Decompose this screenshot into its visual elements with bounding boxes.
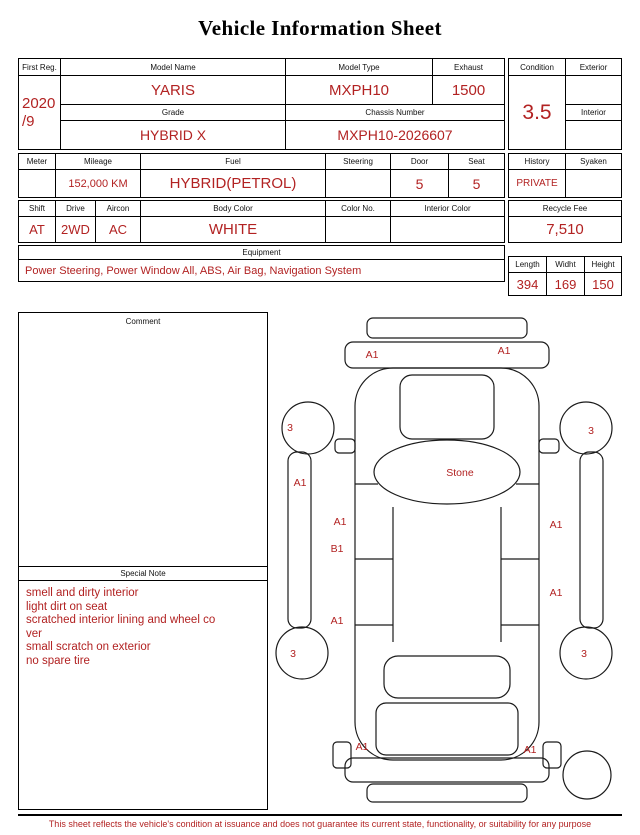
steering-value (326, 170, 391, 197)
door-label: Door (391, 154, 449, 170)
grade-value: HYBRID X (61, 121, 286, 149)
exterior-label: Exterior (566, 59, 621, 76)
meter-label: Meter (19, 154, 56, 170)
aircon-value: AC (96, 217, 141, 242)
length-label: Length (509, 257, 547, 273)
chassis-number-value: MXPH10-2026607 (337, 127, 453, 143)
color-no-label: Color No. (326, 201, 391, 217)
rear-window (384, 656, 510, 698)
drive-value: 2WD (56, 217, 96, 242)
exhaust-label: Exhaust (433, 59, 504, 76)
footer-divider (18, 814, 622, 816)
equipment-label: Equipment (19, 246, 504, 260)
seat-label: Seat (449, 154, 504, 170)
rear-left-wheel (276, 627, 328, 679)
condition-table (508, 58, 622, 150)
disclaimer-text: This sheet reflects the vehicle's condition at issuance and does not guarantee its current state, functionality, or suitability for any purpose (48, 819, 592, 829)
length-value: 394 (509, 273, 547, 295)
interior-label: Interior (566, 105, 621, 121)
body-color-value: WHITE (141, 217, 326, 242)
height-value: 150 (592, 276, 614, 292)
condition-value: 3.5 (509, 76, 566, 149)
damage-mark-a1: A1 (549, 519, 563, 531)
damage-marks (287, 345, 594, 756)
first-reg-month: /9 (22, 112, 35, 130)
mileage-label: Mileage (56, 154, 141, 170)
body-color-label: Body Color (141, 201, 326, 217)
interior-color-value (391, 217, 504, 242)
first-reg-value (19, 76, 61, 149)
steering-label: Steering (326, 154, 391, 170)
model-type-value: MXPH10 (286, 76, 433, 105)
damage-mark-a1: A1 (330, 615, 344, 627)
seat-value: 5 (472, 175, 481, 192)
special-note-body (19, 581, 267, 674)
drive-label: Drive (56, 201, 96, 217)
damage-mark-a1: A1 (523, 744, 537, 756)
rear-left-lamp (333, 742, 351, 768)
left-mirror (335, 439, 355, 453)
damage-mark-3: 3 (588, 425, 594, 437)
model-name-value: YARIS (61, 76, 286, 105)
height-label: Height (585, 257, 621, 273)
exhaust-value: 1500 (433, 76, 504, 105)
first-reg-year: 2020 (22, 94, 56, 112)
comment-label: Comment (125, 316, 161, 326)
special-note-line: no spare tire (26, 654, 90, 667)
dimensions-table (508, 256, 622, 296)
mileage-fuel-table (18, 153, 505, 198)
interior-value (566, 121, 621, 149)
fuel-value: HYBRID(PETROL) (141, 170, 326, 197)
exterior-value (566, 76, 621, 105)
condition-label: Condition (509, 59, 566, 76)
aircon-label: Aircon (96, 201, 141, 217)
meter-value (19, 170, 56, 197)
fuel-label: Fuel (141, 154, 326, 170)
equipment-table (18, 245, 505, 282)
car-body-outline (355, 368, 539, 760)
special-note-line: smell and dirty interior (26, 587, 139, 599)
comment-body (19, 329, 267, 566)
recycle-fee-label: Recycle Fee (509, 201, 621, 217)
shift-label: Shift (19, 201, 56, 217)
rear-panel (345, 758, 549, 782)
model-name-label: Model Name (61, 59, 286, 76)
damage-mark-a1: A1 (365, 349, 379, 361)
car-top-view (272, 312, 632, 812)
color-no-value (326, 217, 391, 242)
special-note-line: scratched interior lining and wheel co (26, 614, 216, 626)
model-info-table (18, 58, 505, 150)
special-note-line: small scratch on exterior (26, 641, 151, 653)
door-value: 5 (391, 170, 449, 197)
right-rocker-panel (580, 452, 603, 628)
front-right-wheel (560, 402, 612, 454)
damage-mark-3: 3 (287, 422, 293, 434)
damage-mark-a1: A1 (333, 516, 347, 528)
interior-color-label: Interior Color (391, 201, 504, 217)
hood (400, 375, 494, 439)
recycle-fee-table (508, 200, 622, 243)
first-reg-label: First Reg. (19, 59, 61, 76)
history-table (508, 153, 622, 198)
damage-mark-a1: A1 (549, 587, 563, 599)
page-title: Vehicle Information Sheet (198, 16, 442, 40)
damage-mark-3: 3 (581, 648, 587, 660)
rear-bumper (367, 784, 527, 802)
front-bumper (367, 318, 527, 338)
car-damage-diagram (272, 312, 632, 812)
spare-tire-circle (563, 751, 611, 799)
width-value: 169 (547, 273, 585, 295)
chassis-number-label: Chassis Number (286, 105, 504, 121)
damage-mark-a1: A1 (497, 345, 511, 357)
drivetrain-color-table (18, 200, 505, 243)
comment-special-note-panel (18, 312, 268, 810)
special-note-label: Special Note (19, 566, 267, 581)
history-label: History (509, 154, 566, 170)
syaken-label: Syaken (566, 154, 621, 170)
damage-mark-a1: A1 (293, 477, 307, 489)
damage-mark-3: 3 (290, 648, 296, 660)
shift-value: AT (19, 217, 56, 242)
damage-mark-a1: A1 (355, 741, 369, 753)
syaken-value (566, 170, 621, 197)
trunk (376, 703, 518, 755)
damage-mark-stone: Stone (446, 467, 474, 479)
recycle-fee-value: 7,510 (546, 221, 584, 238)
mileage-value: 152,000 KM (56, 170, 141, 197)
grade-label: Grade (61, 105, 286, 121)
right-mirror (539, 439, 559, 453)
rear-right-lamp (543, 742, 561, 768)
width-label: Widht (547, 257, 585, 273)
special-note-line: light dirt on seat (26, 600, 108, 613)
model-type-label: Model Type (286, 59, 433, 76)
damage-mark-b1: B1 (330, 543, 344, 555)
history-value: PRIVATE (509, 170, 566, 197)
equipment-value: Power Steering, Power Window All, ABS, Air Bag, Navigation System (25, 264, 362, 277)
special-note-line: ver (26, 627, 42, 640)
